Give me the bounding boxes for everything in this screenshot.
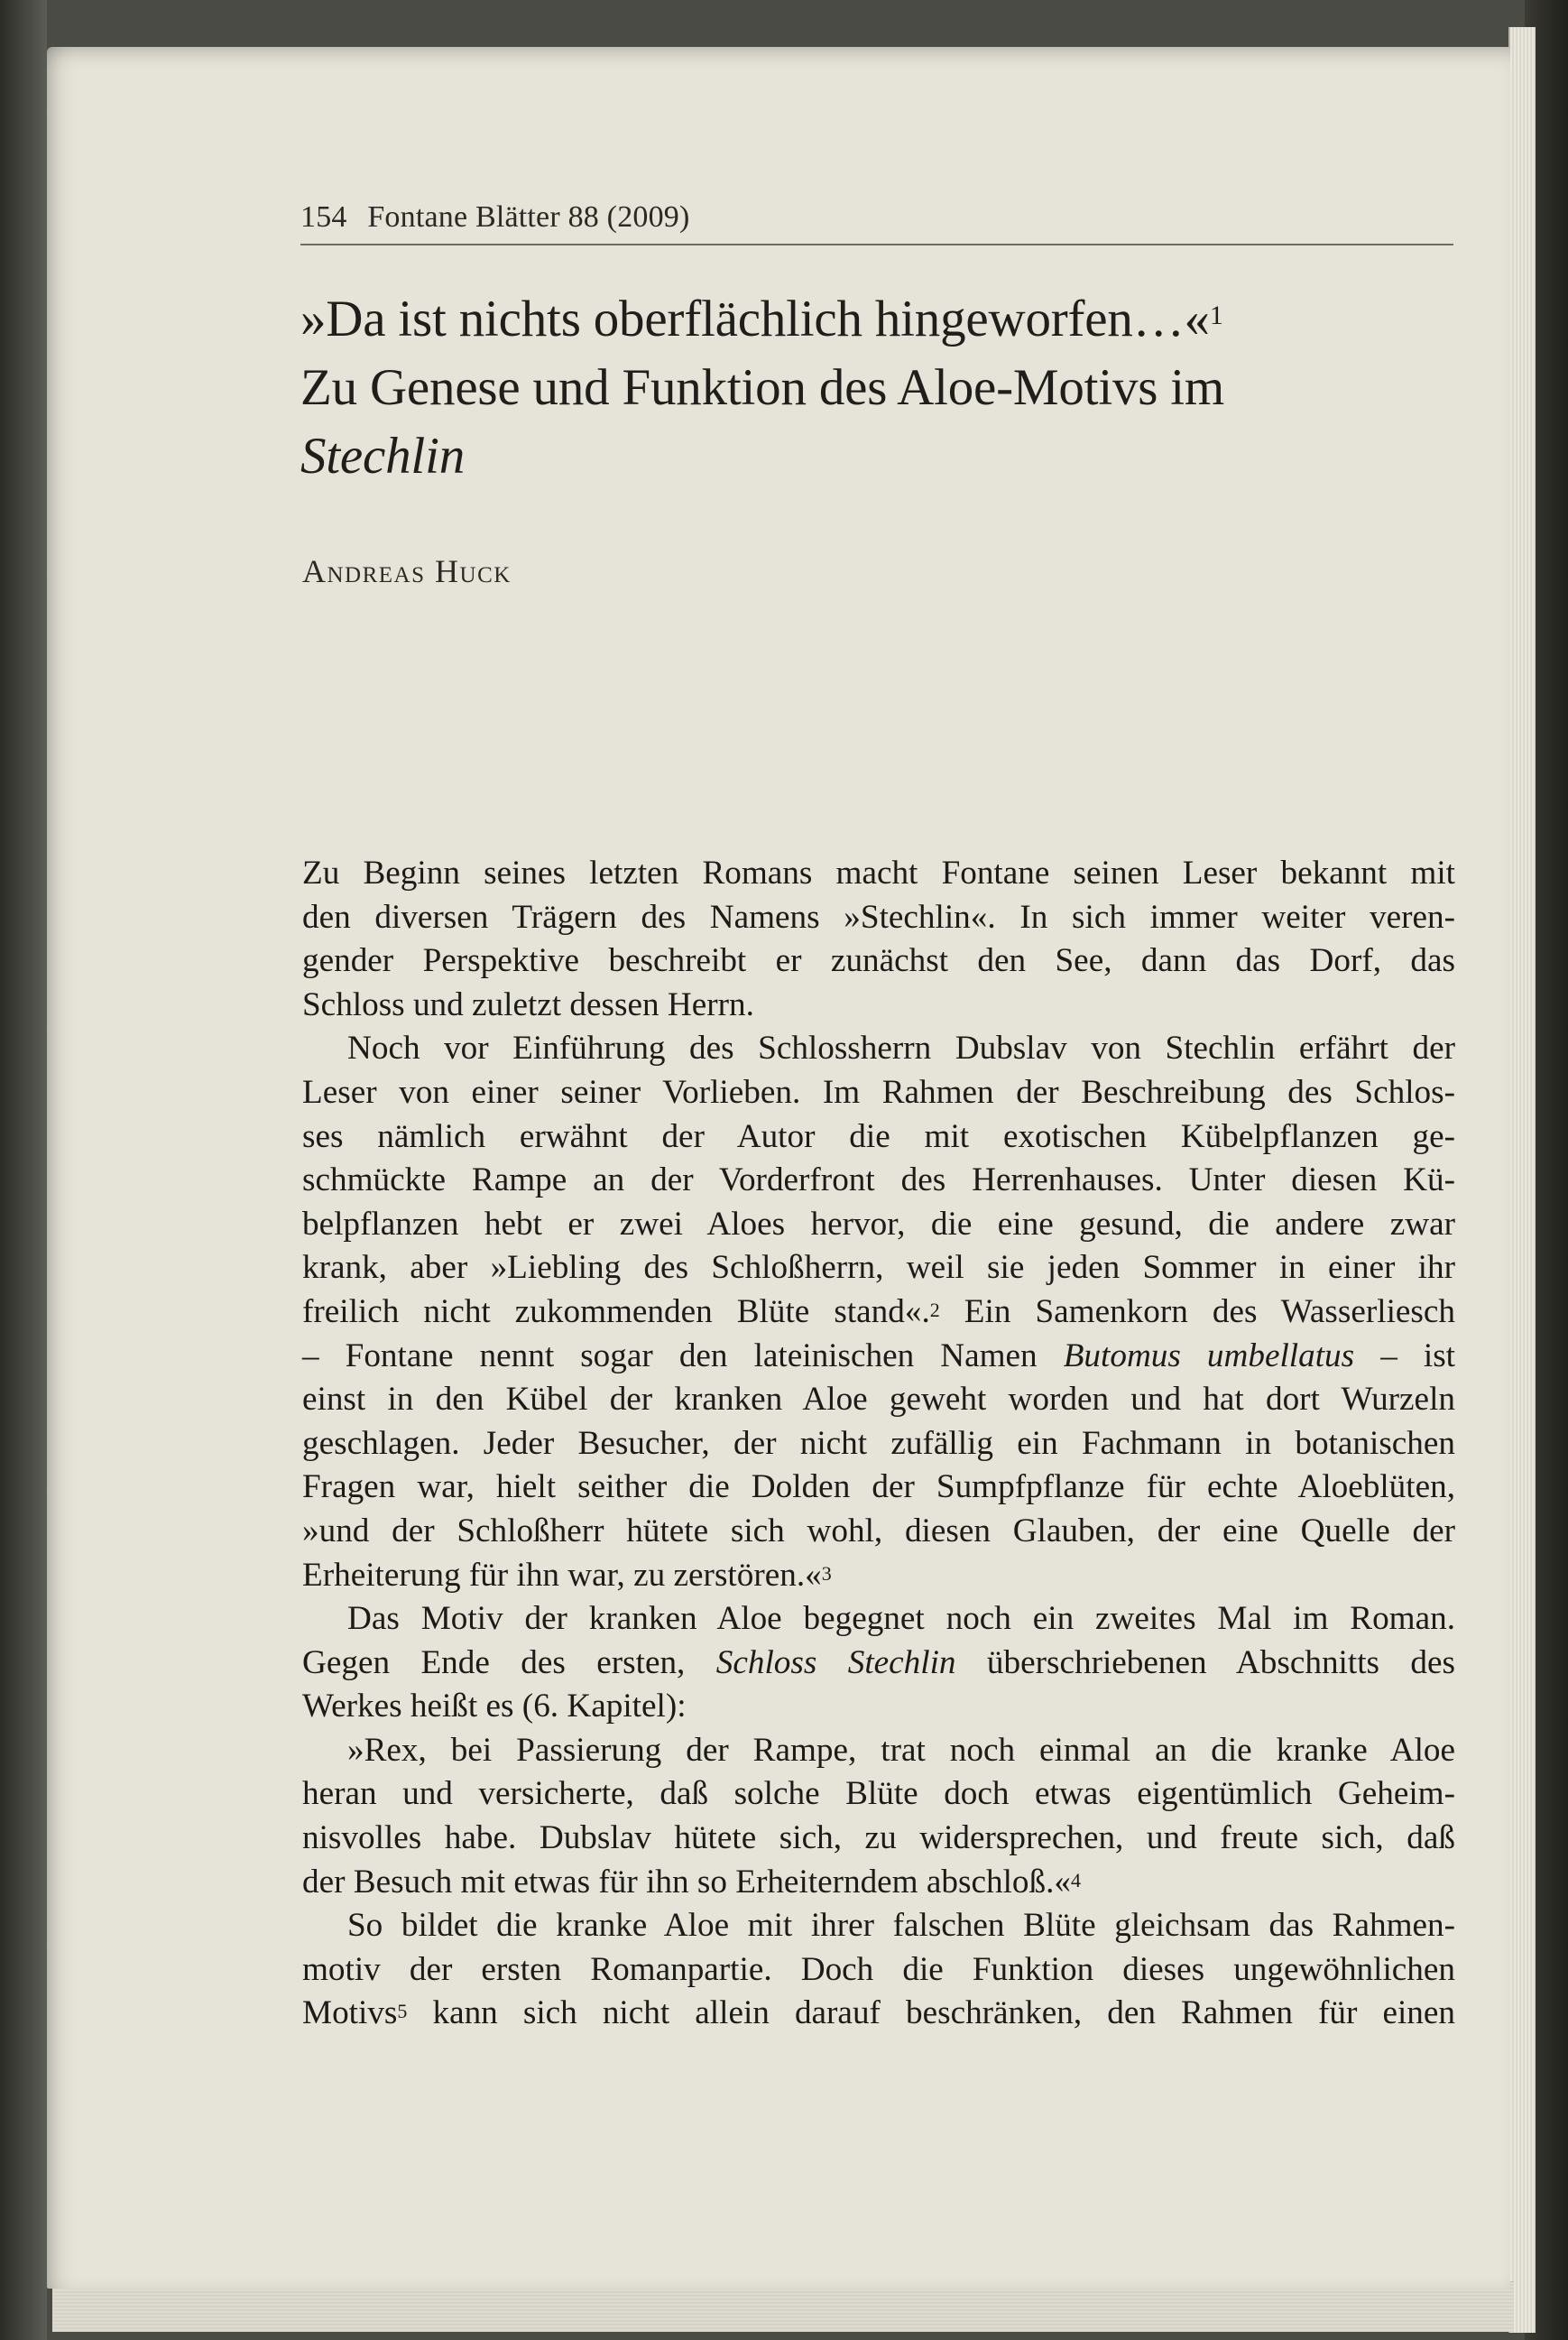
article-title (300, 285, 1473, 491)
author-name: Andreas Huck (302, 553, 512, 589)
text-segment: Erheiterung für ihn war, zu zerstören.« (302, 1556, 822, 1594)
title-line-3 (300, 422, 1473, 491)
footnote-ref-2: 2 (929, 1298, 940, 1321)
text-line: Das Motiv der kranken Aloe begegnet noch ein zweites Mal im Roman. (347, 1600, 1455, 1638)
text-line (302, 1290, 1455, 1335)
text-line (302, 1992, 1455, 2036)
title-line-1 (300, 285, 1473, 354)
footnote-ref-3: 3 (821, 1561, 832, 1585)
left-backdrop (0, 0, 47, 2340)
title-line-2: Zu Genese und Funktion des Aloe-Motivs im (300, 359, 1225, 416)
text-line: den diversen Trägern des Namens »Stechlin«. In sich immer weiter veren- (302, 898, 1455, 936)
text-line: Noch vor Einführung des Schlossherrn Dubslav von Stechlin erfährt der (347, 1030, 1455, 1068)
text-line (302, 1335, 1455, 1379)
text-line: nisvolles habe. Dubslav hütete sich, zu widersprechen, und freute sich, daß (302, 1819, 1455, 1857)
text-line: »Rex, bei Passierung der Rampe, trat noch einmal an die kranke Aloe (347, 1731, 1455, 1769)
text-line: »und der Schloßherr hütete sich wohl, diesen Glauben, der eine Quelle der (302, 1512, 1455, 1549)
text-segment: Gegen Ende des ersten, (302, 1643, 716, 1681)
text-segment: Motivs (302, 1994, 398, 2032)
text-line: Zu Beginn seines letzten Romans macht Fontane seinen Leser bekannt mit (302, 855, 1455, 892)
text-segment: überschriebenen Abschnitts des (955, 1643, 1455, 1681)
text-segment: – ist (1354, 1336, 1455, 1374)
text-line: krank, aber »Liebling des Schloßherrn, weil sie jeden Sommer in einer ihr (302, 1249, 1455, 1287)
text-line: Schloss und zuletzt dessen Herrn. (302, 985, 754, 1023)
text-line: motiv der ersten Romanpartie. Doch die Funktion dieses ungewöhnlichen (302, 1950, 1455, 1988)
page-number: 154 (300, 200, 347, 234)
running-header (300, 202, 1453, 245)
text-line: ses nämlich erwähnt der Autor die mit exotischen Kübelpflanzen ge- (302, 1117, 1455, 1155)
text-line: geschlagen. Jeder Besucher, der nicht zufällig ein Fachmann in botanischen (302, 1424, 1455, 1462)
journal-title: Fontane Blätter 88 (2009) (367, 200, 690, 234)
text-line (302, 1554, 1455, 1598)
text-line: So bildet die kranke Aloe mit ihrer falschen Blüte gleichsam das Rahmen- (347, 1907, 1455, 1945)
text-line (302, 1861, 1455, 1905)
text-line: Werkes heißt es (6. Kapitel): (302, 1688, 687, 1725)
footnote-ref-4: 4 (1071, 1868, 1081, 1891)
text-line: schmückte Rampe an der Vorderfront des Herrenhauses. Unter diesen Kü- (302, 1161, 1455, 1199)
text-segment: Ein Samenkorn des Wasserliesch (939, 1292, 1455, 1330)
text-segment: der Besuch mit etwas für ihn so Erheiterndem abschloß.« (302, 1863, 1071, 1901)
text-segment: – Fontane nennt sogar den lateinischen Namen (302, 1336, 1064, 1374)
text-segment: kann sich nicht allein darauf beschränken, den Rahmen für einen (407, 1994, 1455, 2032)
page-edges-right (1508, 27, 1536, 2333)
italic-butomus: Butomus umbellatus (1063, 1336, 1355, 1374)
article-body (302, 852, 1455, 2036)
footnote-ref-1: 1 (1209, 301, 1223, 330)
text-line: Fragen war, hielt seither die Dolden der Sumpfpflanze für echte Aloeblüten, (302, 1468, 1455, 1506)
page-edges-bottom (52, 2281, 1514, 2332)
title-italic-stechlin: Stechlin (300, 428, 466, 485)
text-line: einst in den Kübel der kranken Aloe geweht worden und hat dort Wurzeln (302, 1381, 1455, 1419)
text-line: belpflanzen hebt er zwei Aloes hervor, die eine gesund, die andere zwar (302, 1205, 1455, 1243)
text-line (302, 1642, 1455, 1686)
italic-schloss-stechlin: Schloss Stechlin (715, 1643, 956, 1681)
text-segment: freilich nicht zukommenden Blüte stand«. (302, 1292, 930, 1330)
text-line: heran und versicherte, daß solche Blüte doch etwas eigentümlich Geheim- (302, 1775, 1455, 1813)
text-line: Leser von einer seiner Vorlieben. Im Rahmen der Beschreibung des Schlos- (302, 1073, 1455, 1111)
footnote-ref-5: 5 (397, 2000, 408, 2023)
title-line-1-text: »Da ist nichts oberflächlich hingeworfen…« (300, 291, 1210, 347)
text-line: gender Perspektive beschreibt er zunächst den See, dann das Dorf, das (302, 942, 1455, 980)
